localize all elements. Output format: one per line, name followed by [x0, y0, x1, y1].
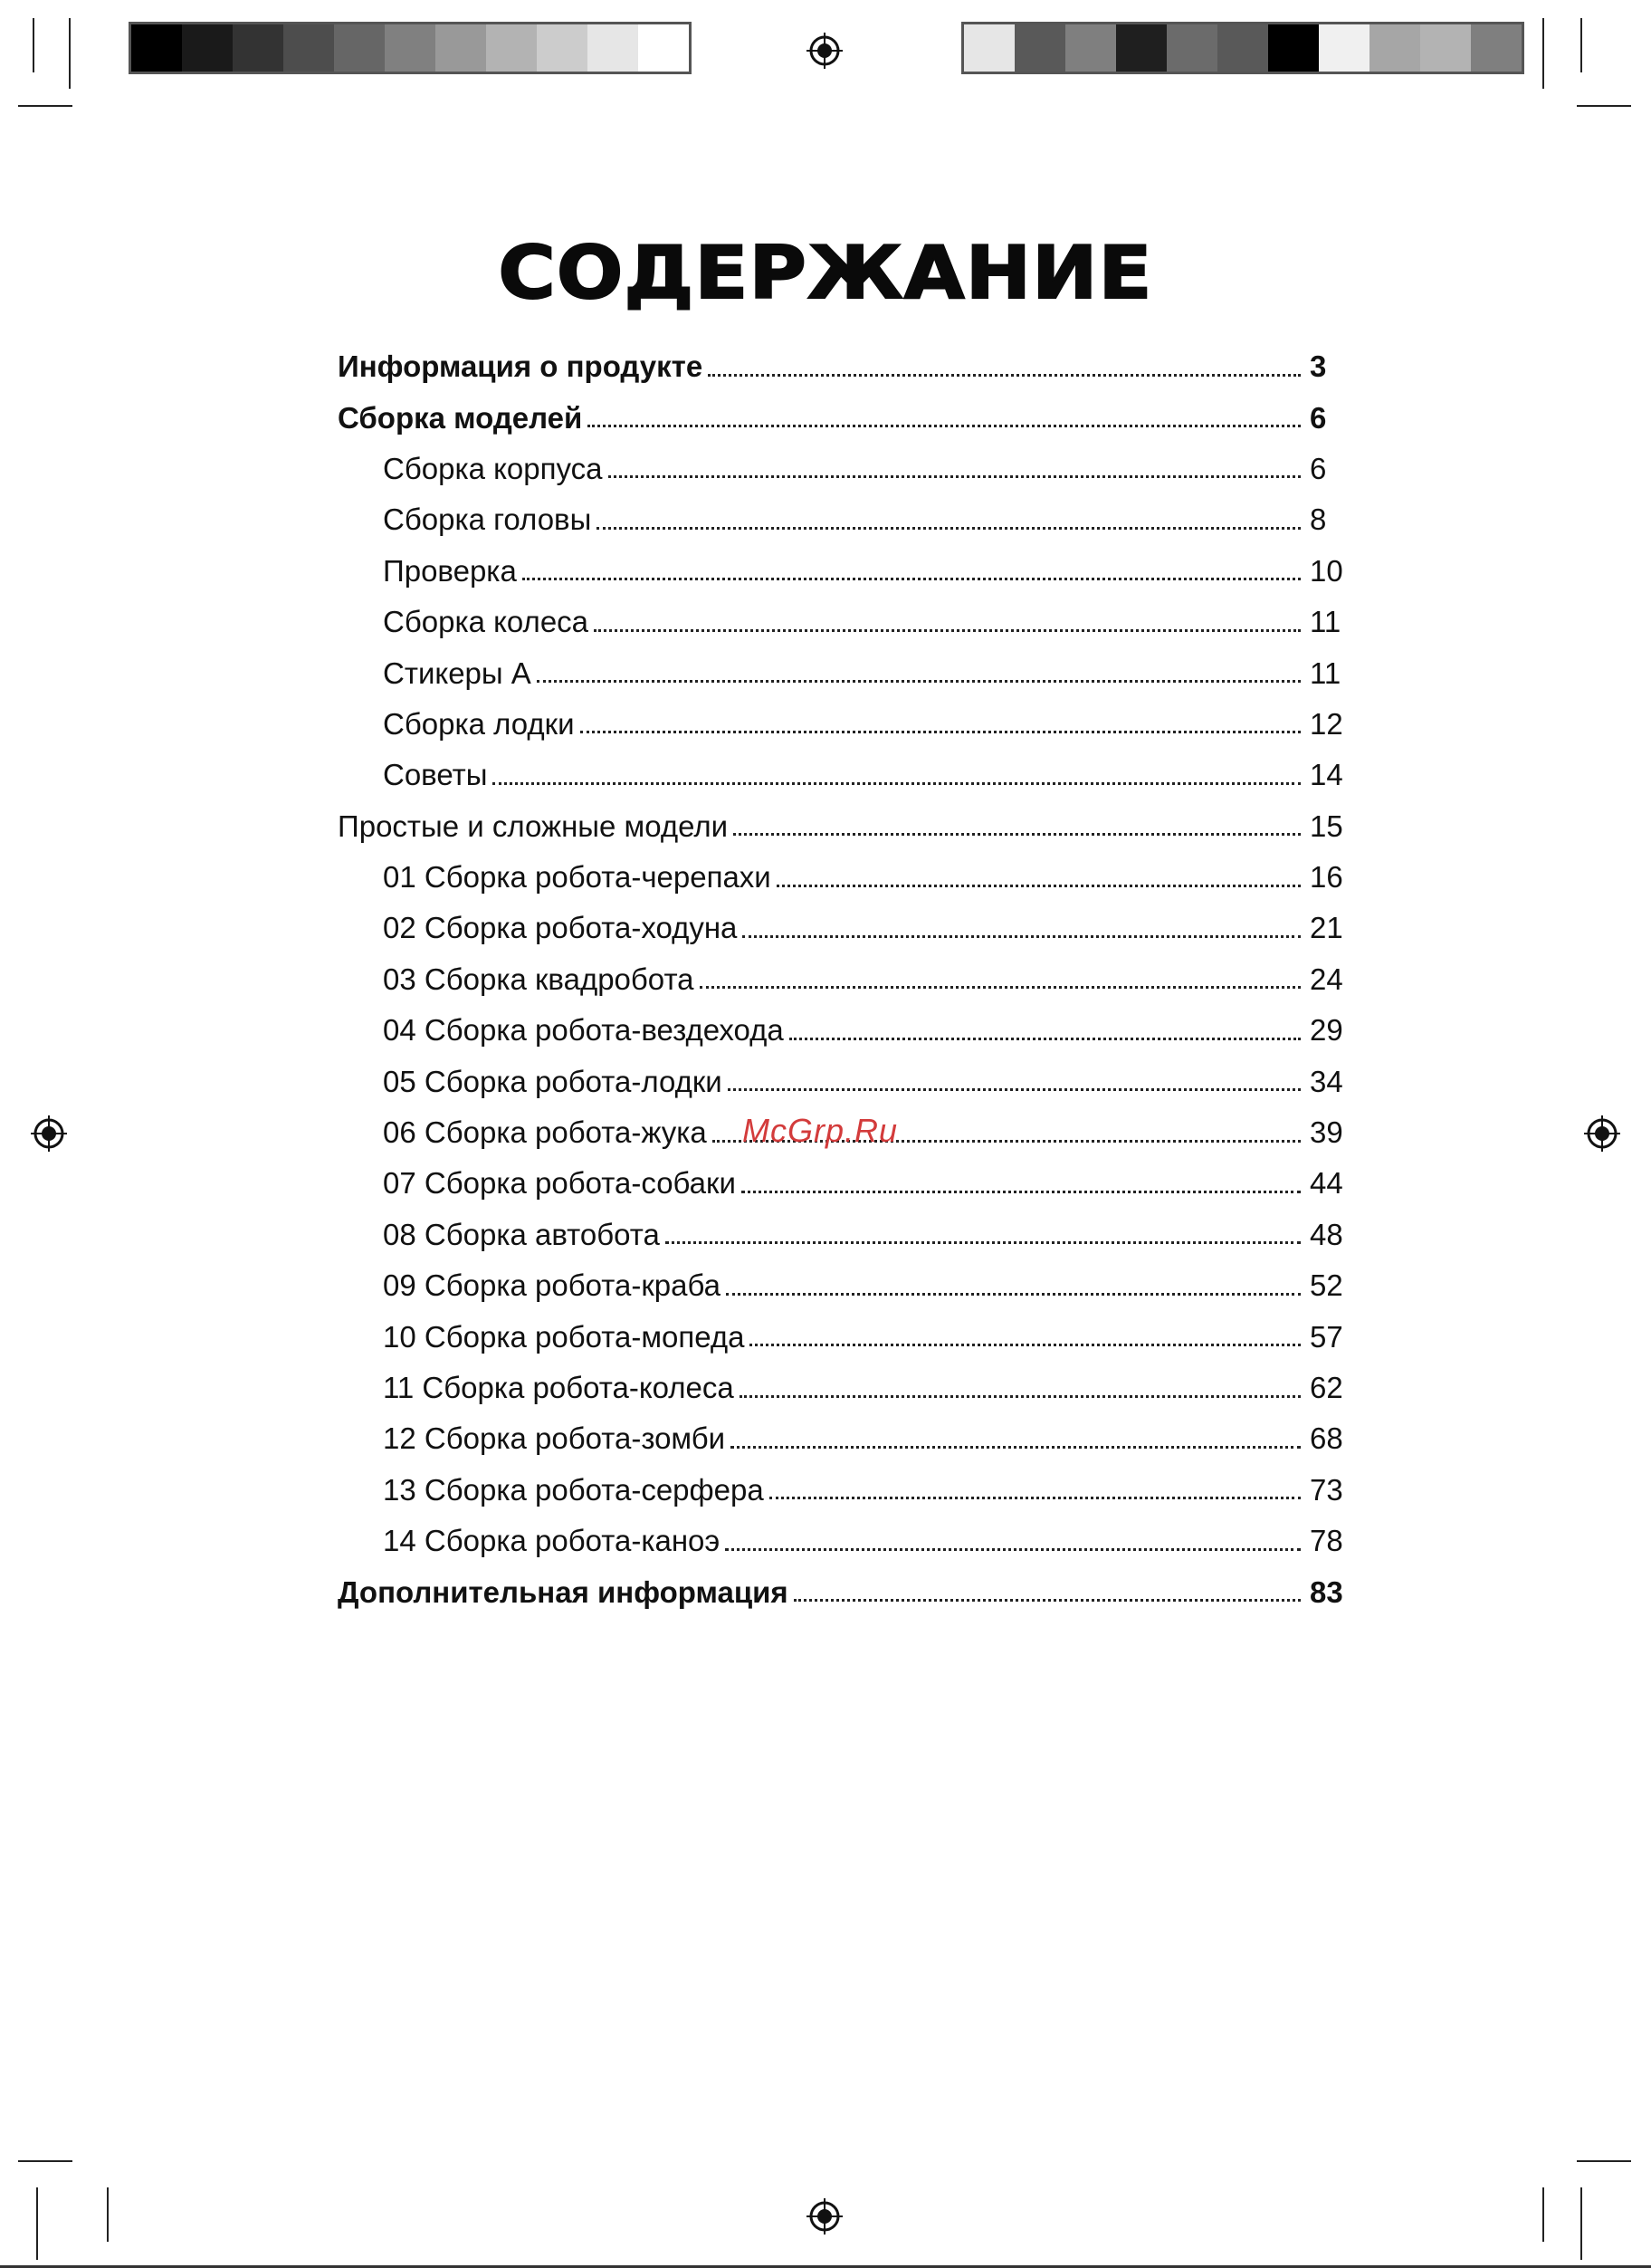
toc-entry-label: Простые и сложные модели	[338, 809, 729, 843]
toc-entry-label: 11 Сборка робота-колеса	[383, 1371, 734, 1404]
dot-leader	[777, 885, 1301, 887]
toc-entry[interactable]	[338, 1516, 1344, 1566]
color-bar-right-swatch	[1420, 24, 1471, 72]
toc-entry-page-number: 62	[1310, 1371, 1343, 1404]
color-bar-right-swatch	[1268, 24, 1319, 72]
toc-entry-label: 03 Сборка квадробота	[383, 962, 694, 996]
crop-mark	[1577, 2160, 1631, 2162]
dot-leader	[749, 1344, 1301, 1346]
toc-entry[interactable]	[338, 1260, 1344, 1311]
dot-leader	[726, 1293, 1301, 1296]
color-calibration-bar-right	[961, 22, 1524, 74]
color-bar-left-swatch	[435, 24, 486, 72]
toc-entry-label: 09 Сборка робота-краба	[383, 1268, 721, 1303]
toc-entry-label: Информация о продукте	[338, 349, 703, 384]
dot-leader	[537, 680, 1301, 683]
toc-entry[interactable]	[338, 699, 1344, 750]
crop-mark	[1577, 105, 1631, 107]
crop-mark	[36, 2187, 38, 2260]
dot-leader	[587, 425, 1301, 427]
toc-entry-page-number: 83	[1310, 1574, 1343, 1609]
toc-entry-label: 02 Сборка робота-ходуна	[383, 911, 738, 945]
toc-entry-page-number: 12	[1310, 706, 1343, 741]
toc-entry-page-number: 39	[1310, 1115, 1343, 1150]
toc-entry-page-number: 6	[1310, 451, 1327, 485]
dot-leader	[596, 527, 1301, 530]
crop-mark	[1580, 2187, 1582, 2260]
crop-mark	[18, 105, 72, 107]
dot-leader	[522, 578, 1301, 580]
dot-leader	[580, 731, 1301, 733]
toc-entry-label: 07 Сборка робота-собаки	[383, 1166, 736, 1201]
dot-leader	[769, 1497, 1301, 1499]
crop-mark	[33, 18, 34, 72]
registration-mark-icon	[1582, 1114, 1622, 1153]
toc-entry[interactable]	[338, 1363, 1344, 1413]
toc-entry[interactable]	[338, 597, 1344, 647]
toc-entry[interactable]	[338, 392, 1344, 443]
dot-leader	[794, 1599, 1301, 1602]
toc-entry[interactable]	[338, 341, 1344, 392]
color-bar-right-swatch	[1167, 24, 1217, 72]
toc-entry-label: Сборка корпуса	[383, 451, 603, 485]
toc-entry-page-number: 3	[1310, 349, 1327, 384]
toc-entry-label: Сборка лодки	[383, 706, 575, 741]
color-bar-left-swatch	[385, 24, 435, 72]
toc-entry-page-number: 34	[1310, 1064, 1343, 1098]
toc-entry-page-number: 44	[1310, 1166, 1343, 1201]
dot-leader	[728, 1088, 1301, 1091]
color-bar-right-swatch	[964, 24, 1015, 72]
toc-entry[interactable]	[338, 1311, 1344, 1362]
toc-entry[interactable]	[338, 903, 1344, 953]
toc-entry-label: Сборка колеса	[383, 605, 589, 639]
toc-entry-label: Сборка моделей	[338, 400, 583, 435]
color-bar-right-swatch	[1217, 24, 1268, 72]
toc-entry-page-number: 57	[1310, 1319, 1343, 1354]
toc-entry-label: 13 Сборка робота-серфера	[383, 1472, 764, 1507]
toc-entry[interactable]	[338, 750, 1344, 800]
toc-entry-label: 05 Сборка робота-лодки	[383, 1064, 722, 1098]
toc-entry[interactable]	[338, 494, 1344, 545]
page-title: СОДЕРЖАНИЕ	[498, 231, 1153, 315]
color-bar-left-swatch	[182, 24, 233, 72]
toc-entry-page-number: 78	[1310, 1524, 1343, 1558]
color-bar-left-swatch	[334, 24, 385, 72]
color-bar-right-swatch	[1471, 24, 1522, 72]
toc-entry-label: 01 Сборка робота-черепахи	[383, 860, 771, 895]
toc-entry[interactable]	[338, 546, 1344, 597]
toc-entry-label: Дополнительная информация	[338, 1574, 788, 1609]
toc-entry-page-number: 11	[1310, 656, 1341, 690]
toc-entry-page-number: 24	[1310, 962, 1343, 996]
table-of-contents	[338, 341, 1344, 1618]
toc-entry-label: 04 Сборка робота-вездехода	[383, 1013, 784, 1048]
color-bar-right-swatch	[1369, 24, 1420, 72]
dot-leader	[594, 629, 1301, 632]
registration-mark-icon	[29, 1114, 69, 1153]
toc-entry[interactable]	[338, 647, 1344, 698]
toc-entry[interactable]	[338, 1005, 1344, 1056]
color-bar-left-swatch	[537, 24, 587, 72]
dot-leader	[730, 1446, 1301, 1449]
toc-entry-page-number: 73	[1310, 1472, 1343, 1507]
toc-entry[interactable]	[338, 1465, 1344, 1516]
color-bar-left-swatch	[283, 24, 334, 72]
toc-entry-page-number: 48	[1310, 1217, 1343, 1251]
color-bar-right-swatch	[1015, 24, 1065, 72]
watermark: McGrp.Ru	[742, 1112, 899, 1149]
dot-leader	[789, 1038, 1301, 1040]
toc-entry[interactable]	[338, 852, 1344, 903]
dot-leader	[742, 935, 1301, 938]
toc-entry-label: 12 Сборка робота-зомби	[383, 1421, 726, 1456]
toc-entry-label: Сборка головы	[383, 502, 592, 537]
toc-entry-label: 06 Сборка робота-жука	[383, 1115, 707, 1150]
color-bar-right-swatch	[1065, 24, 1116, 72]
color-bar-left-swatch	[131, 24, 182, 72]
toc-entry-page-number: 10	[1310, 553, 1343, 588]
color-bar-left-swatch	[638, 24, 689, 72]
toc-entry[interactable]	[338, 1413, 1344, 1464]
crop-mark	[69, 18, 71, 89]
toc-entry-page-number: 21	[1310, 911, 1343, 945]
dot-leader	[492, 782, 1301, 785]
color-bar-left-swatch	[587, 24, 638, 72]
color-calibration-bar-left	[129, 22, 692, 74]
color-bar-right-swatch	[1319, 24, 1369, 72]
dot-leader	[741, 1191, 1301, 1193]
toc-entry-page-number: 14	[1310, 758, 1343, 792]
toc-entry-page-number: 11	[1310, 605, 1341, 639]
crop-mark	[1542, 2187, 1544, 2242]
color-bar-left-swatch	[233, 24, 283, 72]
color-bar-right-swatch	[1116, 24, 1167, 72]
toc-entry[interactable]	[338, 1210, 1344, 1260]
toc-entry-label: 08 Сборка автобота	[383, 1217, 660, 1251]
registration-mark-icon	[805, 31, 845, 71]
toc-entry-page-number: 29	[1310, 1013, 1343, 1048]
dot-leader	[733, 833, 1301, 836]
dot-leader	[725, 1548, 1301, 1551]
color-bar-left-swatch	[486, 24, 537, 72]
toc-entry-label: Стикеры А	[383, 656, 531, 690]
crop-mark	[107, 2187, 109, 2242]
dot-leader	[608, 475, 1302, 478]
toc-entry-label: Советы	[383, 758, 488, 792]
crop-mark	[18, 2160, 72, 2162]
crop-mark	[1580, 18, 1582, 72]
toc-entry-label: Проверка	[383, 553, 517, 588]
dot-leader	[700, 986, 1301, 989]
toc-entry-page-number: 52	[1310, 1268, 1343, 1303]
toc-entry-page-number: 15	[1310, 809, 1343, 843]
registration-mark-icon	[805, 2196, 845, 2236]
toc-entry-page-number: 8	[1310, 502, 1327, 537]
toc-entry-page-number: 6	[1310, 400, 1327, 435]
dot-leader	[665, 1241, 1301, 1244]
toc-entry[interactable]	[338, 1566, 1344, 1617]
toc-entry[interactable]	[338, 1158, 1344, 1209]
dot-leader	[740, 1395, 1301, 1398]
toc-entry[interactable]	[338, 801, 1344, 852]
toc-entry-label: 14 Сборка робота-каноэ	[383, 1524, 721, 1558]
toc-entry[interactable]	[338, 444, 1344, 494]
crop-mark	[1542, 18, 1544, 89]
toc-entry-label: 10 Сборка робота-мопеда	[383, 1319, 745, 1354]
toc-entry-page-number: 16	[1310, 860, 1343, 895]
toc-entry[interactable]	[338, 954, 1344, 1005]
toc-entry[interactable]	[338, 1056, 1344, 1106]
toc-entry-page-number: 68	[1310, 1421, 1343, 1456]
dot-leader	[708, 374, 1301, 377]
